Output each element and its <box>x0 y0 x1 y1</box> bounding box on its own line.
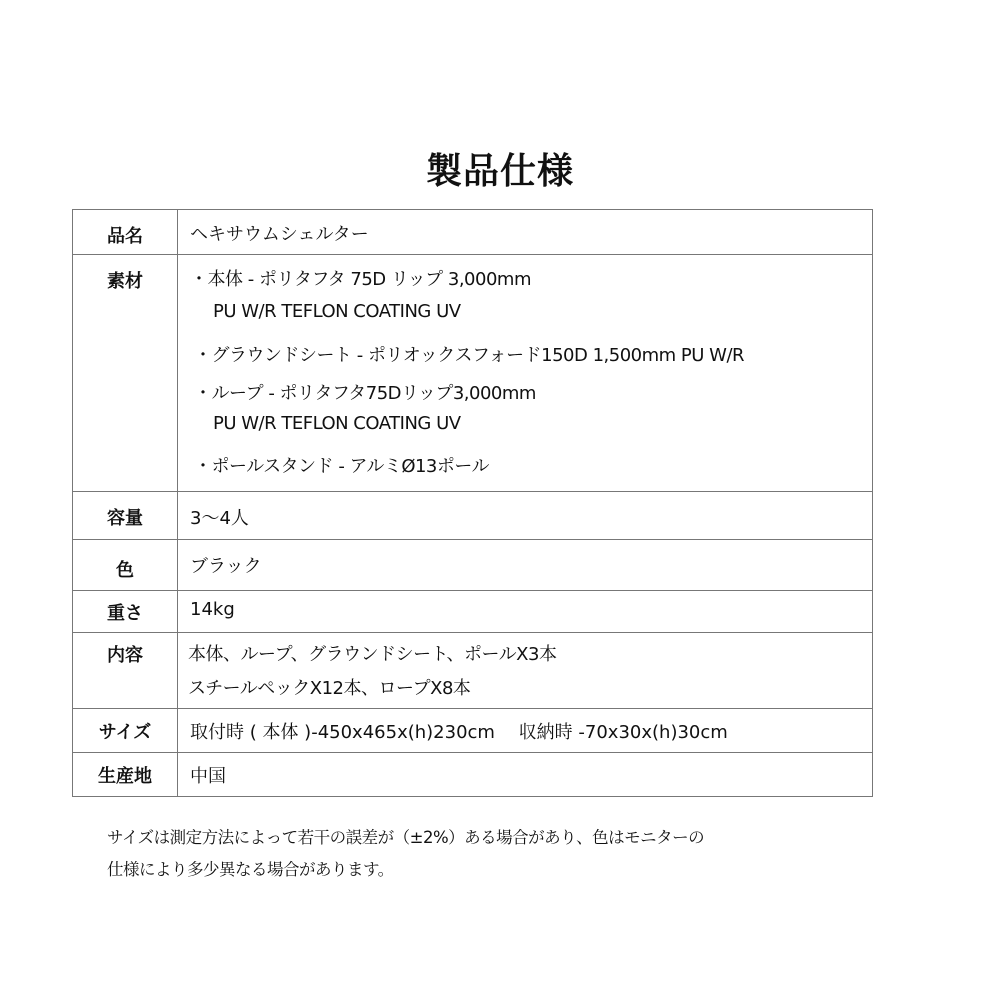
row-label: 品名 <box>73 210 178 255</box>
contents-line: スチールペックX12本、ロープX8本 <box>188 678 471 699</box>
disclaimer-note <box>107 822 704 886</box>
row-value: 3〜4人 <box>178 492 873 540</box>
row-value: ブラック <box>178 540 873 591</box>
row-value: 中国 <box>178 753 873 797</box>
material-line: PU W/R TEFLON COATING UV <box>213 301 461 322</box>
row-value: ヘキサウムシェルター <box>178 210 873 255</box>
row-label: 色 <box>73 540 178 591</box>
row-label: 素材 <box>73 255 178 492</box>
table-row-origin <box>73 753 873 797</box>
row-label: 容量 <box>73 492 178 540</box>
contents-list <box>178 633 873 709</box>
page-title: 製品仕様 <box>425 151 574 192</box>
material-line: ・グラウンドシート - ポリオックスフォード150D 1,500mm PU W/R <box>194 345 745 366</box>
table-row-capacity <box>73 492 873 540</box>
table-row-material <box>73 255 873 492</box>
note-line: サイズは測定方法によって若干の誤差が（±2%）ある場合があり、色はモニターの <box>107 828 705 847</box>
table-row-name <box>73 210 873 255</box>
row-value: 取付時 ( 本体 )-450x465x(h)230cm 収納時 -70x30x(h)30cm <box>178 709 873 753</box>
row-label: 内容 <box>73 633 178 709</box>
row-label: サイズ <box>73 709 178 753</box>
table-row-size <box>73 709 873 753</box>
material-line: PU W/R TEFLON COATING UV <box>213 413 461 434</box>
material-list <box>178 255 873 492</box>
spec-table <box>72 209 873 797</box>
table-row-color <box>73 540 873 591</box>
material-line: ・本体 - ポリタフタ 75D リップ 3,000mm <box>190 269 531 290</box>
table-row-weight <box>73 591 873 633</box>
table-row-contents <box>73 633 873 709</box>
material-line: ・ループ - ポリタフタ75Dリップ3,000mm <box>194 383 536 404</box>
row-label: 重さ <box>73 591 178 633</box>
note-line: 仕様により多少異なる場合があります。 <box>107 860 394 879</box>
contents-line: 本体、ループ、グラウンドシート、ポールX3本 <box>188 644 557 665</box>
material-line: ・ポールスタンド - アルミØ13ポール <box>194 456 490 477</box>
row-value: 14kg <box>178 591 873 633</box>
row-label: 生産地 <box>73 753 178 797</box>
